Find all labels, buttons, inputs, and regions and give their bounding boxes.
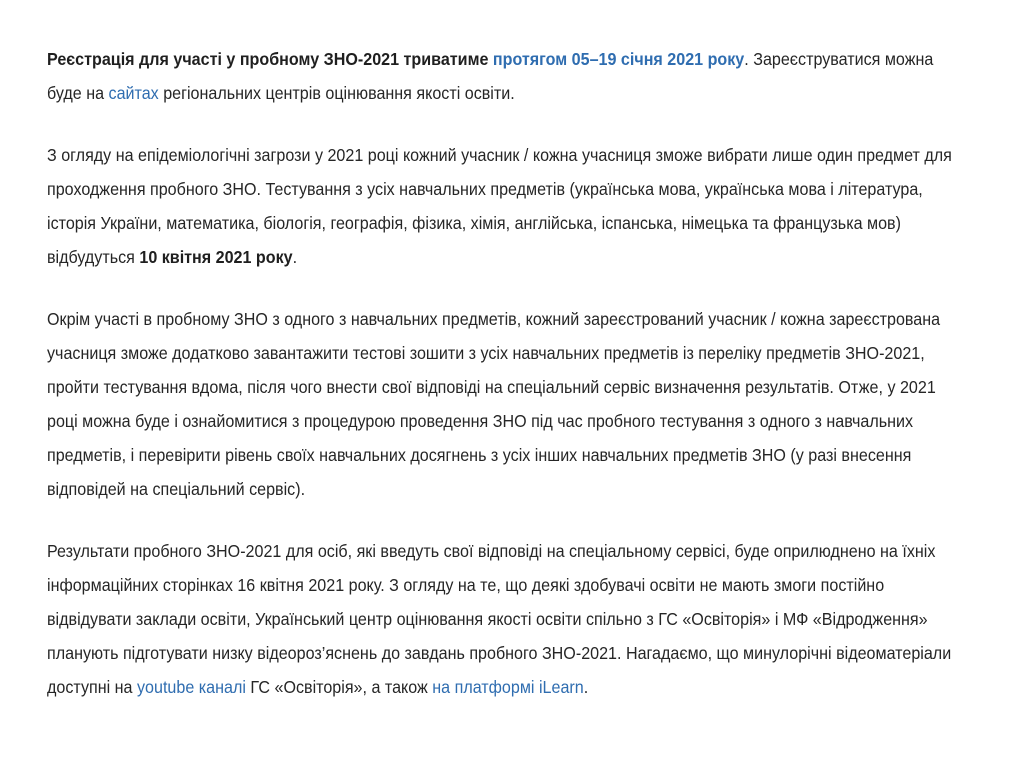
paragraph-epidemic <box>47 138 967 274</box>
registration-text-a: . Зареєструватися можна буде на <box>47 49 934 103</box>
registration-bold-lead: Реєстрація для участі у пробному ЗНО-2021 триватиме <box>47 49 493 69</box>
epidemic-text-b: . <box>292 247 298 267</box>
registration-period-link[interactable]: протягом 05–19 січня 2021 року <box>492 49 745 69</box>
ilearn-platform-link[interactable]: на платформі iLearn <box>432 677 584 697</box>
epidemic-text-a: З огляду на епідеміологічні загрози у 2021 році кожний учасник / кожна учасниця зможе вибрати лише один предмет для проходження пробного ЗНО. Тестування з усіх навчальних предметів (українська мова, українська мова і література, історія України, математика, біологія, географія, фізика, хімія, англійська, іспанська, німецька та французька мов) відбудуться <box>47 145 952 267</box>
test-date-bold: 10 квітня 2021 року <box>139 247 293 267</box>
paragraph-registration <box>47 42 967 110</box>
additional-testing-text: Окрім участі в пробному ЗНО з одного з навчальних предметів, кожний зареєстрований учасник / кожна зареєстрована учасниця зможе додатково завантажити тестові зошити з усіх навчальних предметів із переліку предметів ЗНО-2021, пройти тестування вдома, після чого внести свої відповіді на спеціальний сервіс визначення результатів. Отже, у 2021 році можна буде і ознайомитися з процедурою проведення ЗНО під час пробного тестування з одного з навчальних предметів, і перевірити рівень своїх навчальних досягнень з усіх інших навчальних предметів ЗНО (у разі внесення відповідей на спеціальний сервіс). <box>47 309 941 499</box>
results-text-a: Результати пробного ЗНО-2021 для осіб, які введуть свої відповіді на спеціальному сервісі, буде оприлюднено на їхніх інформаційних сторінках 16 квітня 2021 року. З огляду на те, що деякі здобувачі освіти не мають змоги постійно відвідувати заклади освіти, Український центр оцінювання якості освіти спільно з ГС «Освіторія» і МФ «Відродження» планують підготувати низку відеороз’яснень до завдань пробного ЗНО-2021. Нагадаємо, що минулорічні відеоматеріали доступні на <box>47 541 952 697</box>
results-text-b: ГС «Освіторія», а також <box>245 677 433 697</box>
results-text-c: . <box>583 677 589 697</box>
youtube-channel-link[interactable]: youtube каналі <box>136 677 246 697</box>
registration-text-b: регіональних центрів оцінювання якості освіти. <box>158 83 515 103</box>
sites-link[interactable]: сайтах <box>108 83 159 103</box>
paragraph-results <box>47 534 967 704</box>
paragraph-additional-testing <box>47 302 967 506</box>
